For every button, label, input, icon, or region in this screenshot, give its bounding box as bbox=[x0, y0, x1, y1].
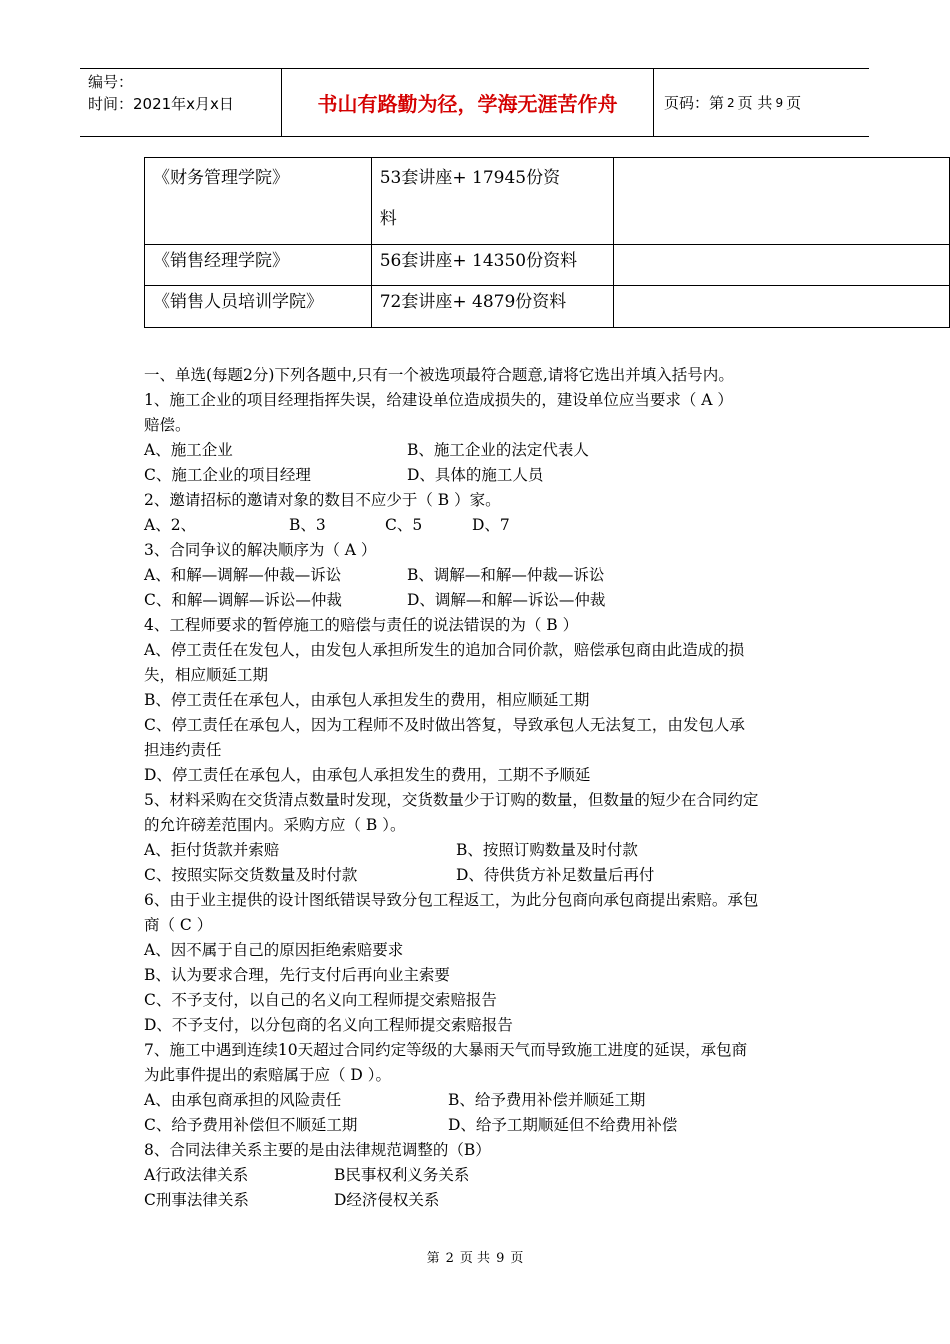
time-label: 时间：2021年x月x日 bbox=[88, 95, 234, 113]
resource-desc: 53套讲座+ 17945份资 料 bbox=[371, 158, 614, 245]
options-row: C、和解—调解—诉讼—仲裁 D、调解—和解—诉讼—仲裁 bbox=[144, 591, 606, 609]
option-text: C、不予支付，以自己的名义向工程师提交索赔报告 bbox=[144, 991, 497, 1009]
options-row: C刑事法律关系 D经济侵权关系 bbox=[144, 1191, 440, 1209]
options-row: A、施工企业 B、施工企业的法定代表人 bbox=[144, 441, 589, 459]
page-header bbox=[80, 68, 869, 137]
table-row bbox=[145, 245, 950, 286]
options-row: C、按照实际交货数量及时付款 D、待供货方补足数量后再付 bbox=[144, 866, 655, 884]
table-row bbox=[145, 158, 950, 245]
option-text: C、停工责任在承包人，因为工程师不及时做出答复，导致承包人无法复工，由发包人承 bbox=[144, 716, 745, 734]
table-row bbox=[145, 286, 950, 328]
header-page-number: 页码：第 2 页 共 9 页 bbox=[664, 94, 802, 112]
resource-extra bbox=[614, 286, 950, 328]
question-2: 2、邀请招标的邀请对象的数目不应少于（ B ）家。 bbox=[144, 491, 501, 509]
resource-table bbox=[144, 157, 950, 328]
resource-name: 《销售人员培训学院》 bbox=[145, 286, 372, 328]
resource-desc: 56套讲座+ 14350份资料 bbox=[371, 245, 614, 286]
resource-extra bbox=[614, 158, 950, 245]
question-7-cont: 为此事件提出的索赔属于应（ D ）。 bbox=[144, 1066, 392, 1084]
header-meta bbox=[80, 69, 282, 136]
option-text: B、停工责任在承包人，由承包人承担发生的费用，相应顺延工期 bbox=[144, 691, 590, 709]
number-label: 编号： bbox=[88, 73, 134, 91]
options-row: C、给予费用补偿但不顺延工期 D、给予工期顺延但不给费用补偿 bbox=[144, 1116, 678, 1134]
options-row: A、由承包商承担的风险责任 B、给予费用补偿并顺延工期 bbox=[144, 1091, 646, 1109]
question-3: 3、合同争议的解决顺序为（ A ） bbox=[144, 541, 377, 559]
resource-name: 《销售经理学院》 bbox=[145, 245, 372, 286]
question-1-cont: 赔偿。 bbox=[144, 416, 191, 434]
options-row: A、拒付货款并索赔 B、按照订购数量及时付款 bbox=[144, 841, 638, 859]
question-5: 5、材料采购在交货清点数量时发现，交货数量少于订购的数量，但数量的短少在合同约定 bbox=[144, 791, 759, 809]
option-text: A、因不属于自己的原因拒绝索赔要求 bbox=[144, 941, 404, 959]
page-footer: 第 2 页 共 9 页 bbox=[426, 1251, 524, 1266]
option-text: D、停工责任在承包人，由承包人承担发生的费用，工期不予顺延 bbox=[144, 766, 591, 784]
option-text: 失，相应顺延工期 bbox=[144, 666, 269, 684]
question-4: 4、工程师要求的暂停施工的赔偿与责任的说法错误的为（ B ） bbox=[144, 616, 579, 634]
option-text: B、认为要求合理，先行支付后再向业主索要 bbox=[144, 966, 450, 984]
question-5-cont: 的允许磅差范围内。采购方应（ B ）。 bbox=[144, 816, 406, 834]
option-text: 担违约责任 bbox=[144, 741, 222, 759]
section-intro: 一、单选(每题2分)下列各题中,只有一个被选项最符合题意,请将它选出并填入括号内。 bbox=[144, 366, 734, 384]
question-6: 6、由于业主提供的设计图纸错误导致分包工程返工，为此分包商向承包商提出索赔。承包 bbox=[144, 891, 759, 909]
resource-desc: 72套讲座+ 4879份资料 bbox=[371, 286, 614, 328]
question-6-cont: 商（ C ） bbox=[144, 916, 213, 934]
question-1: 1、施工企业的项目经理指挥失误，给建设单位造成损失的，建设单位应当要求（ A ） bbox=[144, 391, 733, 409]
question-7: 7、施工中遇到连续10天超过合同约定等级的大暴雨天气而导致施工进度的延误，承包商 bbox=[144, 1041, 748, 1059]
options-row: C、施工企业的项目经理 D、具体的施工人员 bbox=[144, 466, 544, 484]
question-8: 8、合同法律关系主要的是由法律规范调整的（B） bbox=[144, 1141, 491, 1159]
resource-extra bbox=[614, 245, 950, 286]
options-row: A、2、 B、3 C、5 D、7 bbox=[144, 516, 510, 534]
options-row: A行政法律关系 B民事权利义务关系 bbox=[144, 1166, 470, 1184]
options-row: A、和解—调解—仲裁—诉讼 B、调解—和解—仲裁—诉讼 bbox=[144, 566, 605, 584]
question-section bbox=[144, 363, 814, 1213]
resource-name: 《财务管理学院》 bbox=[145, 158, 372, 245]
option-text: D、不予支付，以分包商的名义向工程师提交索赔报告 bbox=[144, 1016, 513, 1034]
header-motto: 书山有路勤为径，学海无涯苦作舟 bbox=[282, 69, 654, 136]
option-text: A、停工责任在发包人，由发包人承担所发生的追加合同价款，赔偿承包商由此造成的损 bbox=[144, 641, 745, 659]
